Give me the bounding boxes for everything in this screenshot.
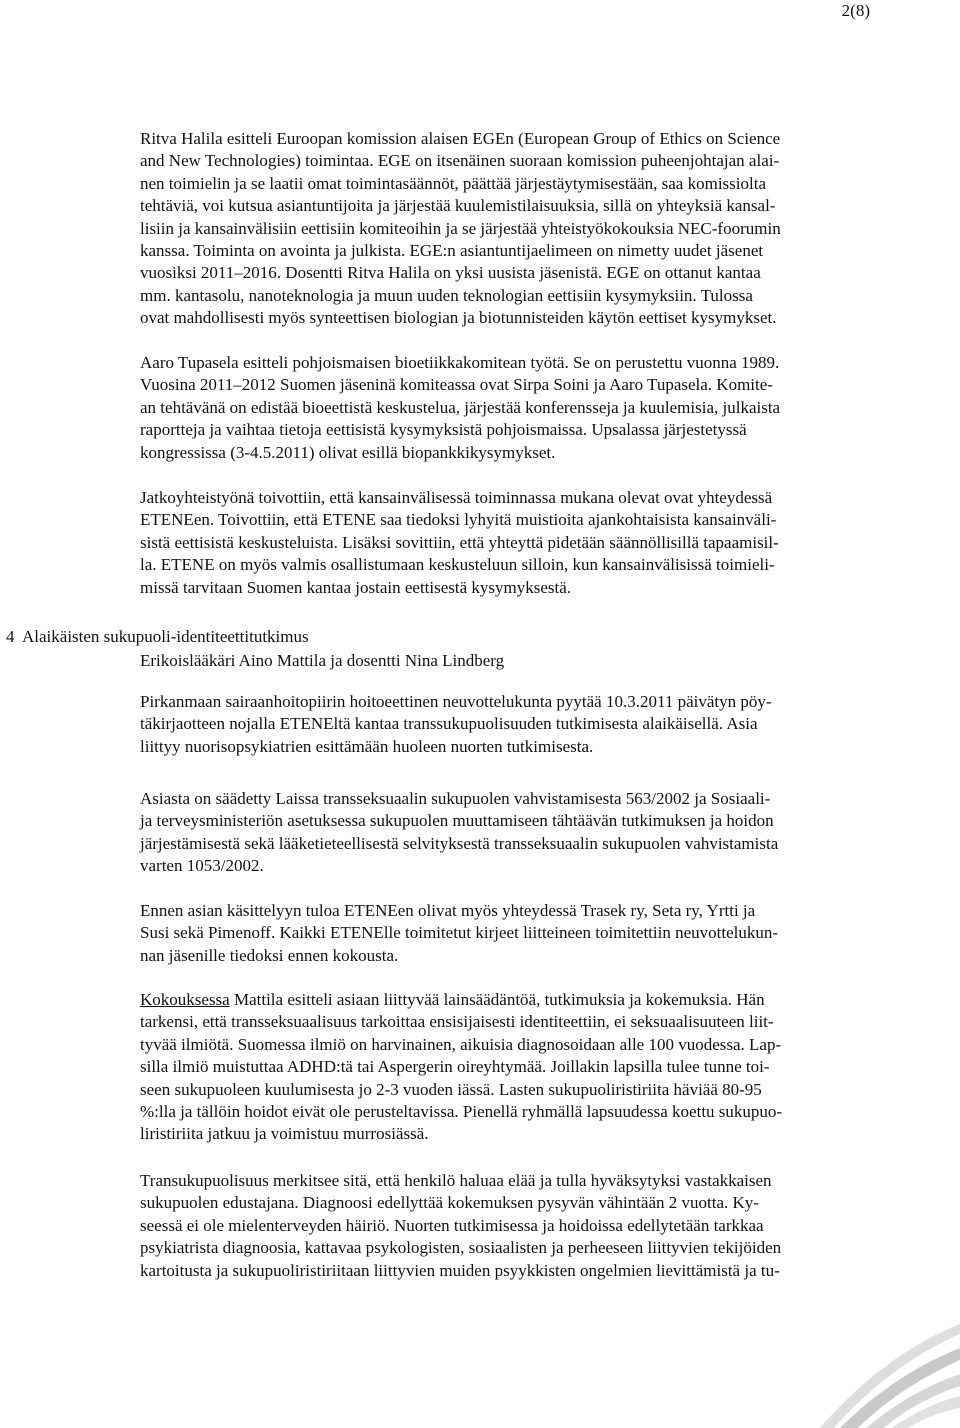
page-number: 2(8) xyxy=(841,1,870,20)
paragraph-transgender: Transukupuolisuus merkitsee sitä, että henkilö haluaa elää ja tulla hyväksytyksi vastakkaisen sukupuolen edustajana. Diagnoosi edellyttää kokemuksen pysyvän vähintään 2 vuotta. Ky- seessä ei ole mielenterveyden häiriö. Nuorten tutkimisessa ja hoidoissa edellytetään tarkkaa psykiatrista diagnoosia, kattavaa psykologisten, sosiaalisten ja perheeseen liittyvien tekijöiden kartoitusta ja sukupuoliristiriitaan liittyvien muiden psyykkisten ongelmien lievittämistä ja tu- xyxy=(140,1171,782,1280)
meeting-text: Mattila esitteli asiaan liittyvää lainsäädäntöä, tutkimuksia ja kokemuksia. Hän tarkensi, että transseksuaalisuus tarkoittaa ensisijaisesti identiteettiin, ei seksuaalisuuteen liit- tyvää ilmiötä. Suomessa ilmiö on harvinainen, aikuisia diagnosoidaan alle 100 vuodessa. Lap- silla ilmiö muistuttaa ADHD:tä tai Aspergerin oireyhtymää. Joillakin lapsilla tulee tunne toi- seen sukupuoleen kuulumisesta jo 2-3 vuoden iässä. Lasten sukupuoliristiriita häviää 80-95 %:lla ja tällöin hoidot eivät ole perusteltavissa. Pienellä ryhmällä lapsuudessa koettu sukupuo- liristiriita jatkuu ja voimistuu murrosiässä. xyxy=(140,990,783,1144)
paragraph-cooperation: Jatkoyhteistyönä toivottiin, että kansainvälisessä toiminnassa mukana olevat ovat yhteydessä ETENEen. Toivottiin, että ETENE saa tiedoksi lyhyitä muistioita ajankohtaisista kansainväli- sistä eettisistä keskusteluista. Lisäksi sovittiin, että yhteyttä pidetään säännöllisillä tapaamisil- la. ETENE on myös valmis osallistumaan keskusteluun silloin, kun kansainvälisissä toimieli- missä tarvitaan Suomen kantaa jostain eettisestä kysymyksestä. xyxy=(140,488,779,597)
section-number: 4 xyxy=(6,627,15,646)
paragraph-nordic-committee: Aaro Tupasela esitteli pohjoismaisen bioetiikkakomitean työtä. Se on perustettu vuonna 1989. Vuosina 2011–2012 Suomen jäseninä komiteassa ovat Sirpa Soini ja Aaro Tupasela. Komite- an tehtävänä on edistää bioeettistä keskustelua, järjestää konferensseja ja kuulemisia, julkaista raportteja ja vaihtaa tietoja eettisistä kysymyksistä pohjoismaissa. Upsalassa järjestetyssä kongressissa (3-4.5.2011) olivat esillä biopankkikysymykset. xyxy=(140,353,781,462)
wave-logo-icon xyxy=(800,1288,960,1428)
paragraph-contacts: Ennen asian käsittelyyn tuloa ETENEen olivat myös yhteydessä Trasek ry, Seta ry, Yrtti ja Susi sekä Pimenoff. Kaikki ETENElle toimitetut kirjeet liitteineen toimitettiin neuvottelukun- nan jäsenille tiedoksi ennen kokousta. xyxy=(140,901,779,965)
section-presenters: Erikoislääkäri Aino Mattila ja dosentti Nina Lindberg xyxy=(140,651,505,670)
paragraph-request: Pirkanmaan sairaanhoitopiirin hoitoeettinen neuvottelukunta pyytää 10.3.2011 päivätyn pöy- täkirjaotteen nojalla ETENEltä kantaa transsukupuolisuuden tutkimisesta alaikäisellä. Asia liittyy nuorisopsykiatrien esittämään huoleen nuorten tutkimisesta. xyxy=(140,692,772,756)
paragraph-meeting xyxy=(140,989,885,1146)
meeting-label: Kokouksessa xyxy=(140,990,230,1009)
section-heading xyxy=(6,626,309,648)
paragraph-ege: Ritva Halila esitteli Euroopan komission alaisen EGEn (European Group of Ethics on Science and New Technologies) toimintaa. EGE on itsenäinen suoraan komission puheenjohtajan alai- nen toimielin ja se laatii omat toimintasäännöt, päättää järjestäytymisestään, saa komissiolta tehtäviä, voi kutsua asiantuntijoita ja järjestää kuulemistilaisuuksia, sillä on yhteyksiä kansal- lisiin ja kansainvälisiin eettisiin komiteoihin ja se järjestää yhteistyökokouksia NEC-foorumin kanssa. Toiminta on avointa ja julkista. EGE:n asiantuntijaelimeen on nimetty uudet jäsenet vuosiksi 2011–2016. Dosentti Ritva Halila on yksi uusista jäsenistä. EGE on ottanut kantaa mm. kantasolu, nanoteknologia ja muun uuden teknologian eettisiin kysymyksiin. Tulossa ovat mahdollisesti myös synteettisen biologian ja biotunnisteiden käytön eettiset kysymykset. xyxy=(140,129,781,328)
section-title: Alaikäisten sukupuoli-identiteettitutkimus xyxy=(22,627,309,646)
paragraph-legislation: Asiasta on säädetty Laissa transseksuaalin sukupuolen vahvistamisesta 563/2002 ja Sosiaali- ja terveysministeriön asetuksessa sukupuolen muuttamiseen tähtäävän tutkimuksen ja hoidon järjestämisestä sekä lääketieteellisestä selvityksestä transseksuaalin sukupuolen vahvistamista varten 1053/2002. xyxy=(140,789,779,876)
